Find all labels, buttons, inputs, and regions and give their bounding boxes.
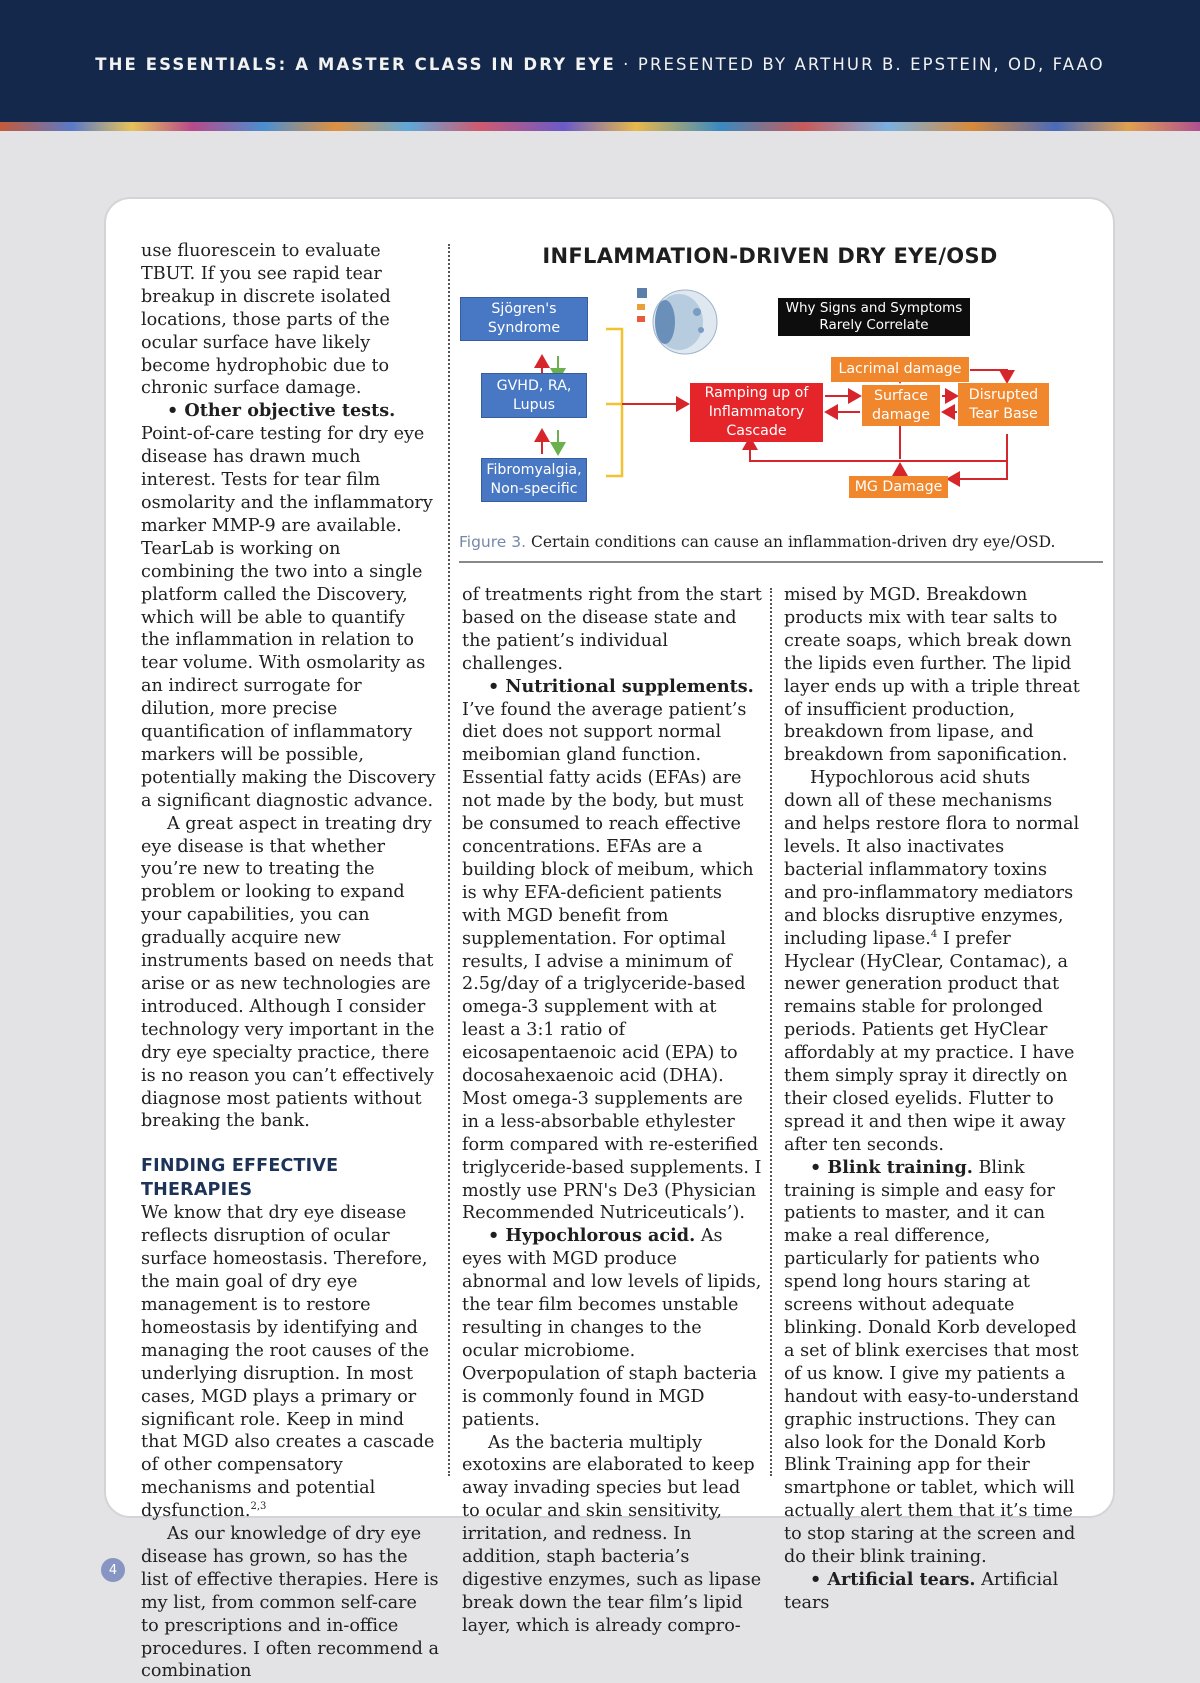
decorative-color-strip — [0, 122, 1200, 131]
citation: 2,3 — [250, 1501, 267, 1513]
subheading-other-objective-tests: • Other objective tests. — [167, 400, 396, 422]
column-2 — [462, 584, 762, 1638]
arrow-tearbase-mg — [948, 434, 1007, 479]
box-lacrimal-damage: Lacrimal damage — [831, 357, 969, 382]
box-why-signs-symptoms: Why Signs and Symptoms Rarely Correlate — [778, 298, 970, 336]
paragraph: • Artificial tears. Artificial tears — [784, 1568, 1059, 1613]
header-banner — [0, 0, 1200, 122]
paragraph: A great aspect in treating dry eye disease is that whether you’re new to treating the problem or looking to expand your capabilities, you can gradually acquire new instruments based on needs that arise or as new technologies are introduced. Although I consider technology very important in the dry eye specialty practice, there is no reason you can’t effectively diagnose most patients without breaking the bank. — [141, 813, 435, 1132]
subheading-hypochlorous-acid: • Hypochlorous acid. — [488, 1225, 696, 1247]
figure-caption — [459, 533, 1099, 551]
paragraph: use fluorescein to evaluate TBUT. If you see rapid tear breakup in discrete isolated locations, those parts of the ocular surface have likely become hydrophobic due to chronic surface damage. — [141, 241, 391, 399]
box-fibromyalgia: Fibromyalgia, Non-specific — [481, 458, 587, 502]
connector-yellow — [606, 329, 622, 476]
arrow-lacrimal-tearbase — [970, 370, 1007, 382]
eye-anatomy-illustration — [635, 284, 721, 358]
column-1 — [141, 240, 439, 1683]
header-title — [0, 55, 1200, 74]
box-mg-damage: MG Damage — [849, 476, 948, 498]
subheading-blink-training: • Blink training. — [810, 1156, 973, 1178]
figure-label: Figure 3. — [459, 533, 527, 551]
header-course-title: THE ESSENTIALS: A MASTER CLASS IN DRY EYE — [95, 55, 616, 74]
subheading-nutritional-supplements: • Nutritional supplements. — [488, 675, 754, 697]
column-3 — [784, 584, 1082, 1615]
paragraph: • Blink training. Blink training is simple and easy for patients to master, and it can make a real difference, particularly for patients who spend long hours staring at screens without adequate blinking. Donald Korb developed a set of blink exercises that most of us know. I give my patients a handout with easy-to-understand graphic instructions. They can also look for the Donald Korb Blink Training app for their smartphone or tablet, which will actually alert them that it’s time to stop staring at the screen and do their blink training. — [784, 1156, 1080, 1568]
column-divider — [448, 244, 450, 1476]
section-heading: FINDING EFFECTIVE THERAPIES — [141, 1156, 339, 1201]
page-number: 4 — [101, 1558, 125, 1582]
paragraph: • Nutritional supplements. I’ve found the average patient’s diet does not support normal meibomian gland function. Essential fatty acids (EFAs) are not made by the body, but must be consumed to reach effective concentrations. EFAs are a building block of meibum, which is why EFA-deficient patients with MGD benefit from supplementation. For optimal results, I advise a minimum of 2.5g/day of a triglyceride-based omega-3 supplement with at least a 3:1 ratio of eicosapentaenoic acid (EPA) to docosahexaenoic acid (DHA). Most omega-3 supplements are in a less-absorbable ethylester form compared with re-esterified triglyceride-based supplements. I mostly use PRN's De3 (Physician Recommended Nutriceuticals’). — [462, 675, 762, 1224]
paragraph: Hypochlorous acid shuts down all of these mechanisms and helps restore flora to normal levels. It also inactivates bacterial inflammatory toxins and pro-inflammatory mediators and blocks disruptive enzymes, including lipase.$^4$ I prefer Hyclear (HyClear, Contamac), a newer generation product that remains stable for prolonged periods. Patients get HyClear affordably at my practice. I have them simply spray it directly on their closed eyelids. Flutter to spread it and then wipe it away after ten seconds. — [784, 768, 1080, 1155]
figure-caption-text: Certain conditions can cause an inflammation-driven dry eye/OSD. — [530, 533, 1056, 551]
citation: 4 — [930, 928, 938, 940]
figure-title: INFLAMMATION-DRIVEN DRY EYE/OSD — [542, 244, 998, 268]
column-divider — [770, 588, 772, 1476]
header-separator: · — [623, 55, 631, 74]
box-gvhd-ra-lupus: GVHD, RA, Lupus — [481, 373, 587, 418]
box-sjogrens-syndrome: Sjögren's Syndrome — [460, 297, 588, 341]
paragraph: mised by MGD. Breakdown products mix with tear salts to create soaps, which break down the lipids even further. The lipid layer ends up with a triple threat of insufficient production, breakdown from lipase, and breakdown from saponification. — [784, 585, 1080, 766]
figure-diagram — [460, 276, 1084, 526]
subheading-artificial-tears: • Artificial tears. — [810, 1568, 976, 1590]
header-presenter: PRESENTED BY ARTHUR B. EPSTEIN, OD, FAAO — [637, 55, 1105, 74]
box-disrupted-tear-base: Disrupted Tear Base — [958, 383, 1049, 426]
paragraph: We know that dry eye disease reflects disruption of ocular surface homeostasis. Therefore, the main goal of dry eye management is to restore homeostasis by identifying and managing the root causes of the underlying disruption. In most cases, MGD plays a primary or significant role. Keep in mind that MGD also creates a cascade of other compensatory mechanisms and potential dysfunction.$^{2,3}$ — [141, 1203, 435, 1522]
paragraph: As the bacteria multiply exotoxins are elaborated to keep away invading species but lead to ocular and skin sensitivity, irritation, and redness. In addition, staph bacteria’s digestive enzymes, such as lipase break down the tear film’s lipid layer, which is already compro- — [462, 1432, 762, 1636]
paragraph: of treatments right from the start based on the disease state and the patient’s individual challenges. — [462, 585, 762, 674]
paragraph: • Hypochlorous acid. As eyes with MGD produce abnormal and low levels of lipids, the tear film becomes unstable resulting in changes to the ocular microbiome. Overpopulation of staph bacteria is commonly found in MGD patients. — [462, 1225, 762, 1430]
box-surface-damage: Surface damage — [862, 385, 940, 426]
paragraph: As our knowledge of dry eye disease has grown, so has the list of effective therapies. Here is my list, from common self-care to prescriptions and in-office procedures. I often recommend a combination — [141, 1524, 439, 1682]
figure-rule — [459, 561, 1103, 563]
box-inflammatory-cascade: Ramping up of Inflammatory Cascade — [690, 383, 823, 442]
paragraph: • Other objective tests. Point-of-care testing for dry eye disease has drawn much interest. Tests for tear film osmolarity and the inflammatory marker MMP-9 are available. TearLab is working on combining the two into a single platform called the Discovery, which will be able to quantify the inflammation in relation to tear volume. With osmolarity as an indirect surrogate for dilution, more precise quantification of inflammatory markers will be possible, potentially making the Discovery a significant diagnostic advance. — [141, 400, 436, 811]
